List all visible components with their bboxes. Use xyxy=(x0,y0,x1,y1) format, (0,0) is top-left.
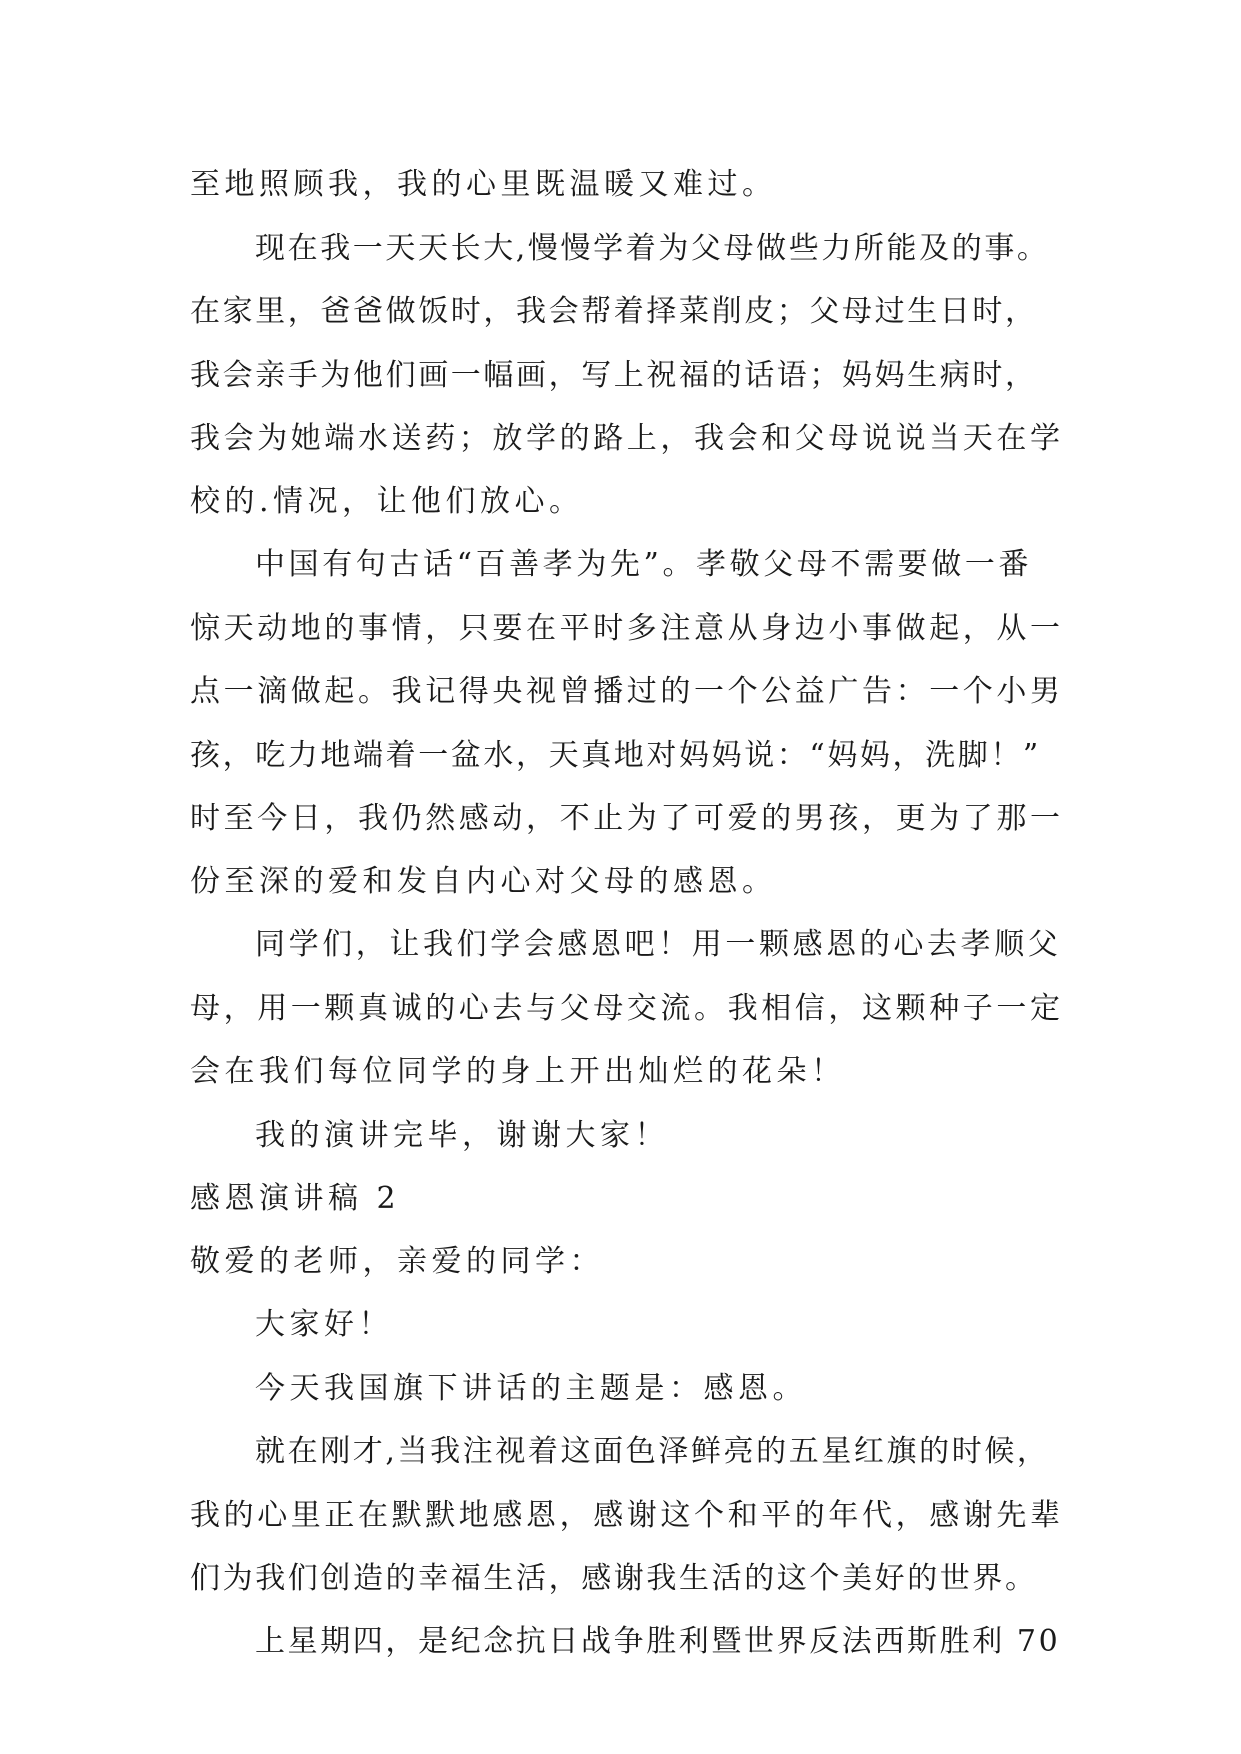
text-line: 我会亲手为他们画一幅画，写上祝福的话语；妈妈生病时， xyxy=(190,358,1038,393)
text-line: 我的心里正在默默地感恩，感谢这个和平的年代，感谢先辈 xyxy=(190,1498,1064,1533)
paragraph-first-line: 现在我一天天长大,慢慢学着为父母做些力所能及的事。 xyxy=(255,231,1050,266)
paragraph-first-line: 上星期四，是纪念抗日战争胜利暨世界反法西斯胜利 70 xyxy=(255,1624,1061,1659)
text-line: 我会为她端水送药；放学的路上，我会和父母说说当天在学 xyxy=(190,421,1064,456)
closing-line: 我的演讲完毕，谢谢大家！ xyxy=(255,1118,669,1153)
text-line: 校的.情况，让他们放心。 xyxy=(190,484,584,519)
text-line: 们为我们创造的幸福生活，感谢我生活的这个美好的世界。 xyxy=(190,1561,1038,1596)
text-line: 会在我们每位同学的身上开出灿烂的花朵！ xyxy=(190,1054,846,1089)
text-line: 至地照顾我，我的心里既温暖又难过。 xyxy=(190,167,777,202)
text-line: 惊天动地的事情，只要在平时多注意从身边小事做起，从一 xyxy=(190,611,1064,646)
text-line: 份至深的爱和发自内心对父母的感恩。 xyxy=(190,864,777,899)
salutation: 敬爱的老师，亲爱的同学： xyxy=(190,1244,604,1279)
text-line: 点一滴做起。我记得央视曾播过的一个公益广告：一个小男 xyxy=(190,674,1064,709)
text-line: 孩，吃力地端着一盆水，天真地对妈妈说：“妈妈，洗脚！” xyxy=(190,738,1041,773)
paragraph-first-line: 同学们，让我们学会感恩吧！用一颗感恩的心去孝顺父 xyxy=(255,927,1062,962)
section-title: 感恩演讲稿 2 xyxy=(190,1181,401,1216)
text-line: 母，用一颗真诚的心去与父母交流。我相信，这颗种子一定 xyxy=(190,991,1064,1026)
greeting: 大家好！ xyxy=(255,1307,393,1342)
text-line: 在家里，爸爸做饭时，我会帮着择菜削皮；父母过生日时， xyxy=(190,294,1038,329)
paragraph-first-line: 今天我国旗下讲话的主题是：感恩。 xyxy=(255,1371,807,1406)
paragraph-first-line: 就在刚才,当我注视着这面色泽鲜亮的五星红旗的时候， xyxy=(255,1434,1050,1469)
paragraph-first-line: 中国有句古话“百善孝为先”。孝敬父母不需要做一番 xyxy=(255,547,1033,582)
text-line: 时至今日，我仍然感动，不止为了可爱的男孩，更为了那一 xyxy=(190,801,1064,836)
